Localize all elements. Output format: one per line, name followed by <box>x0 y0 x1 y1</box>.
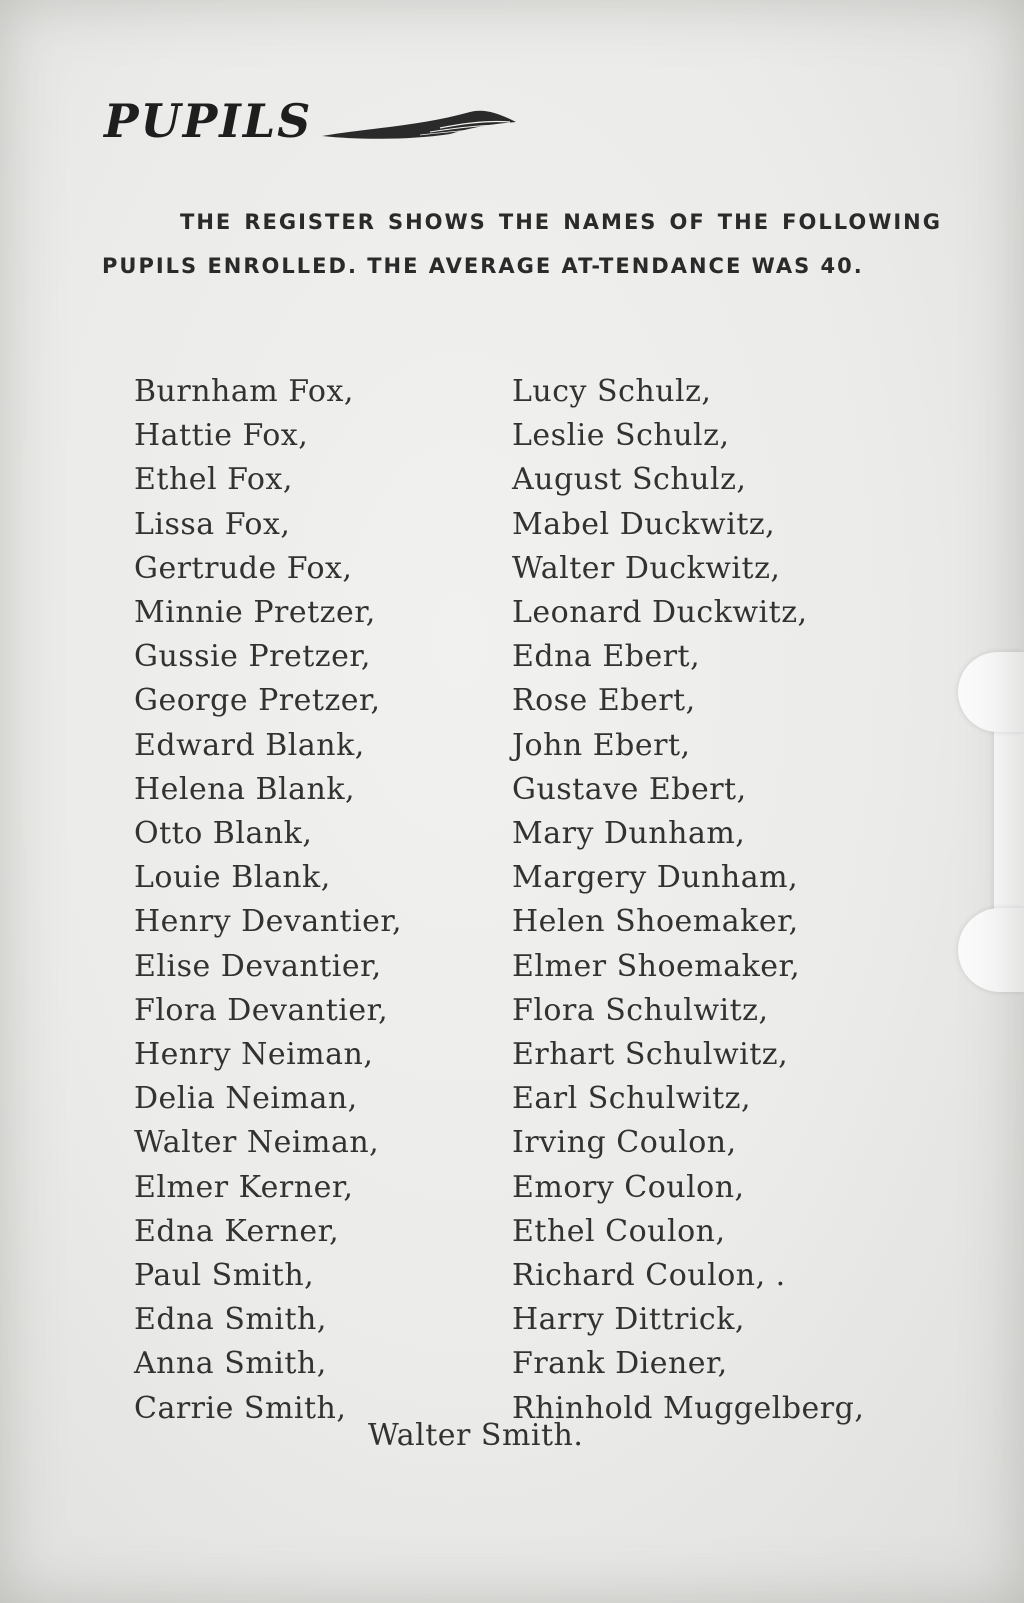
pupil-name: Ethel Fox, <box>134 462 293 498</box>
pupil-name: Edna Ebert, <box>512 639 701 675</box>
pupil-name: Irving Coulon, <box>512 1125 737 1161</box>
pupil-name-final: Walter Smith. <box>368 1418 584 1453</box>
pupil-name: August Schulz, <box>512 462 747 498</box>
pupil-name: Edna Kerner, <box>134 1213 340 1249</box>
pupil-name: Frank Diener, <box>512 1346 728 1382</box>
pupil-name: Louie Blank, <box>134 860 331 896</box>
pupil-list-left <box>134 370 402 1431</box>
pupil-name: Edward Blank, <box>134 727 365 763</box>
pupil-name: Carrie Smith, <box>134 1390 347 1426</box>
pupil-name: Emory Coulon, <box>512 1169 745 1205</box>
pupil-name: Helena Blank, <box>134 771 356 807</box>
pupil-name: Elise Devantier, <box>134 948 382 984</box>
pupil-name: Lucy Schulz, <box>512 374 712 409</box>
flourish-ornament <box>320 106 520 142</box>
pupil-name: Edna Smith, <box>134 1302 327 1338</box>
page-heading: PUPILS <box>104 94 313 148</box>
pupil-name: Ethel Coulon, <box>512 1213 726 1249</box>
pupil-name: Flora Devantier, <box>134 992 389 1028</box>
pupil-name: Paul Smith, <box>134 1258 315 1294</box>
pupil-name: Erhart Schulwitz, <box>512 1037 789 1073</box>
pupil-name: Earl Schulwitz, <box>512 1081 752 1117</box>
pupil-name: Burnham Fox, <box>134 374 354 409</box>
pupil-name: Elmer Kerner, <box>134 1169 354 1205</box>
pupil-name: Rhinhold Muggelberg, <box>512 1390 865 1426</box>
pupil-name: Gertrude Fox, <box>134 550 353 586</box>
pupil-name: Gustave Ebert, <box>512 771 747 807</box>
pupil-name: Harry Dittrick, <box>512 1302 745 1338</box>
pupil-name: Otto Blank, <box>134 816 313 852</box>
pupil-name: Rose Ebert, <box>512 683 696 719</box>
heading-row <box>104 94 520 148</box>
pupil-name: Minnie Pretzer, <box>134 595 376 631</box>
pupil-name: Lissa Fox, <box>134 506 291 542</box>
pupil-name: Flora Schulwitz, <box>512 992 769 1028</box>
pupil-name: John Ebert, <box>512 727 691 763</box>
pupil-name: George Pretzer, <box>134 683 381 719</box>
pupil-name: Leslie Schulz, <box>512 418 730 454</box>
pupil-name: Gussie Pretzer, <box>134 639 371 675</box>
pupil-name: Mary Dunham, <box>512 816 746 852</box>
pupil-name: Richard Coulon, . <box>512 1258 786 1294</box>
pupil-name: Delia Neiman, <box>134 1081 358 1117</box>
pupil-name: Mabel Duckwitz, <box>512 506 776 542</box>
pupil-name: Leonard Duckwitz, <box>512 595 808 631</box>
pupil-list-right <box>512 370 864 1431</box>
pupil-name: Henry Devantier, <box>134 904 403 940</box>
pupil-name: Elmer Shoemaker, <box>512 948 801 984</box>
pupil-name: Walter Neiman, <box>134 1125 380 1161</box>
intro-text: THE REGISTER SHOWS THE NAMES OF THE FOLLOWING PUPILS ENROLLED. THE AVERAGE AT-TENDANCE WAS 40. <box>102 210 942 278</box>
pupil-name: Walter Duckwitz, <box>512 550 781 586</box>
pupil-name: Henry Neiman, <box>134 1037 374 1073</box>
binding-hole-bottom <box>958 908 1024 992</box>
binding-hole-top <box>958 652 1024 732</box>
pupil-name: Hattie Fox, <box>134 418 309 454</box>
pupil-name: Helen Shoemaker, <box>512 904 799 940</box>
pupil-name: Anna Smith, <box>134 1346 327 1382</box>
pupil-name: Margery Dunham, <box>512 860 799 896</box>
